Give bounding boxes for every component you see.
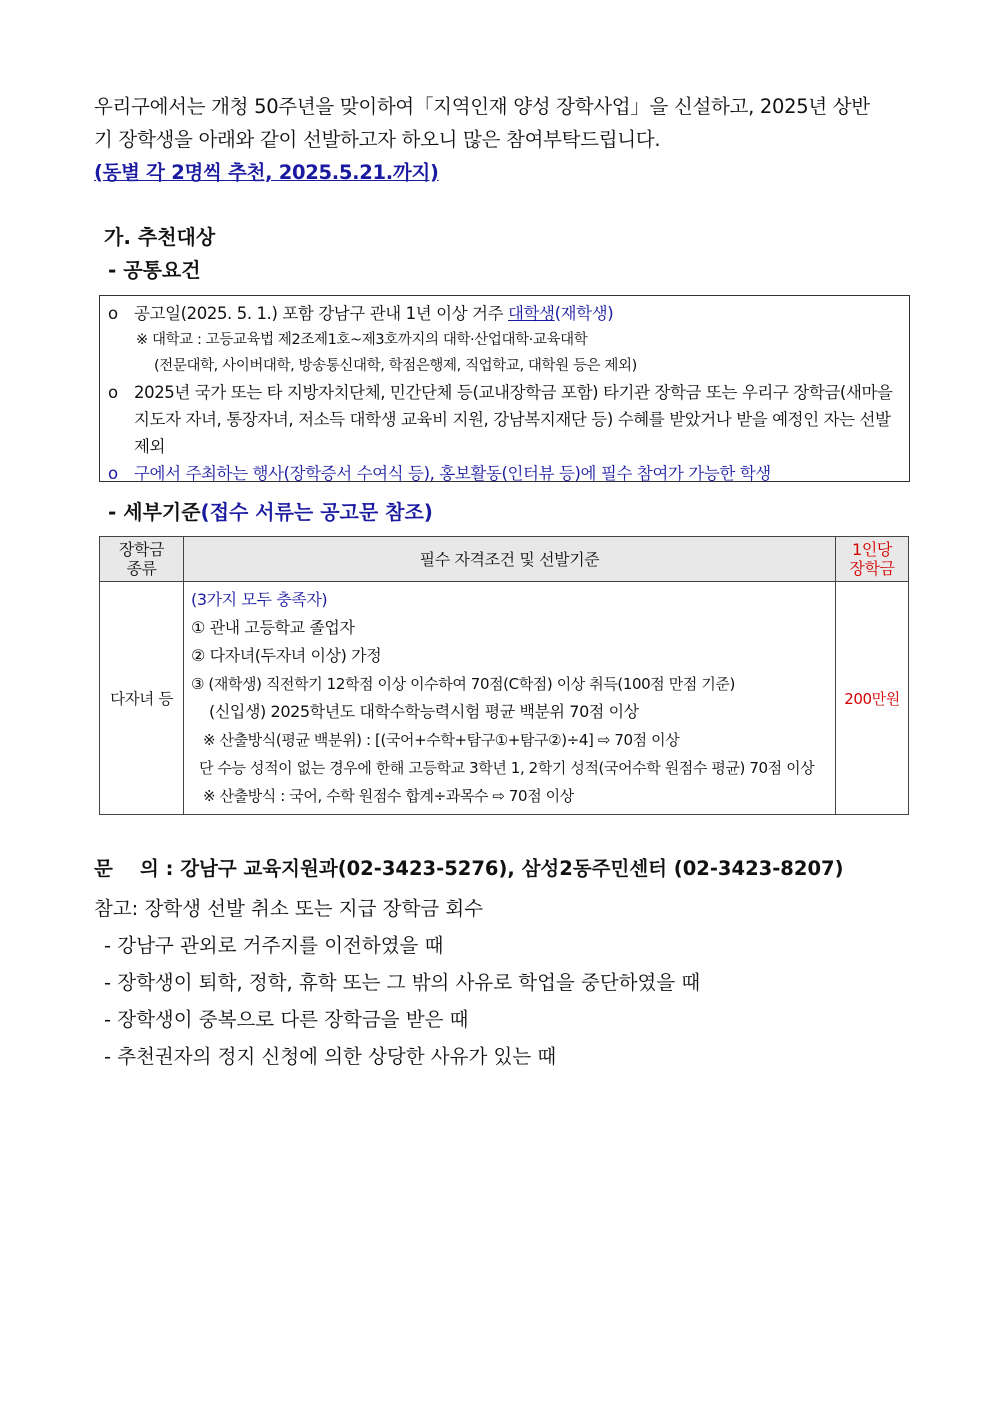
header-type-line-1: 장학금 <box>118 540 165 559</box>
table-row <box>100 582 909 815</box>
criteria-table <box>99 536 909 815</box>
cancellation-notes <box>94 890 700 1075</box>
requirements-cell <box>184 582 836 815</box>
list-item: - 강남구 관외로 거주지를 이전하였을 때 <box>104 934 444 957</box>
detailed-criteria-note: (접수 서류는 공고문 참조) <box>200 500 433 524</box>
list-item: - 추천권자의 정지 신청에 의한 상당한 사유가 있는 때 <box>104 1045 557 1068</box>
requirement-residency-text: 공고일(2025. 5. 1.) 포함 강남구 관내 1년 이상 거주 <box>134 304 508 323</box>
enrolled-student-label: (재학생) <box>554 304 614 323</box>
requirement-exclusion-text: 2025년 국가 또는 타 지방자치단체, 민간단체 등(교내장학금 포함) 타기관 장학금 또는 우리구 장학금(새마을지도자 자녀, 통장자녀, 저소득 대학생 교육비 지원, 강남복지재단 등) 수혜를 받았거나 받을 예정인 자는 선발 제외 <box>134 383 893 456</box>
scholarship-type-cell: 다자녀 등 <box>100 582 184 815</box>
requirement-exclusion <box>108 379 899 460</box>
deadline-notice: (동별 각 2명씩 추천, 2025.5.21.까지) <box>94 161 439 184</box>
bullet: o <box>108 464 118 483</box>
intro-paragraph <box>94 90 914 189</box>
bullet: o <box>108 383 118 402</box>
criteria-all-three: (3가지 모두 충족자) <box>191 590 328 609</box>
university-student-link[interactable]: 대학생 <box>507 304 555 323</box>
university-definition-note: ※ 대학교 : 고등교육법 제2조제1호~제3호까지의 대학·산업대학·교육대학 <box>136 332 588 348</box>
requirement-participation <box>108 460 899 487</box>
common-requirements-box <box>99 295 910 482</box>
notes-title: 참고: 장학생 선발 취소 또는 지급 장학금 회수 <box>94 897 484 920</box>
header-amount-line-2: 장학금 <box>849 559 895 578</box>
bullet: o <box>108 304 118 323</box>
criteria-multi-child: ② 다자녀(두자녀 이상) 가정 <box>191 646 382 665</box>
requirement-residency <box>108 300 899 327</box>
list-item: - 장학생이 퇴학, 정학, 휴학 또는 그 밖의 사유로 학업을 중단하였을 때 <box>104 971 701 994</box>
header-scholarship-type <box>100 537 184 582</box>
criteria-table-header <box>100 537 909 582</box>
calc-method-percentile: ※ 산출방식(평균 백분위) : [(국어+수학+탐구①+탐구②)÷4] ⇨ 70점 이상 <box>203 731 680 749</box>
criteria-grades-freshman: (신입생) 2025학년도 대학수학능력시험 평균 백분위 70점 이상 <box>209 702 639 721</box>
list-item: - 장학생이 중복으로 다른 장학금을 받은 때 <box>104 1008 469 1031</box>
amount-cell: 200만원 <box>836 582 909 815</box>
header-type-line-2: 종류 <box>126 559 157 578</box>
header-amount-line-1: 1인당 <box>852 540 892 559</box>
calc-method-raw-score: ※ 산출방식 : 국어, 수학 원점수 합계÷과목수 ⇨ 70점 이상 <box>203 787 574 805</box>
detailed-criteria-heading <box>108 497 433 527</box>
contact-info: 문 의 : 강남구 교육지원과(02-3423-5276), 삼성2동주민센터 (02-3423-8207) <box>94 857 844 880</box>
header-amount <box>836 537 909 582</box>
criteria-grades-enrolled: ③ (재학생) 직전학기 12학점 이상 이수하여 70점(C학점) 이상 취득(100점 만점 기준) <box>191 675 735 693</box>
header-requirements: 필수 자격조건 및 선발기준 <box>184 537 836 582</box>
intro-line-2: 기 장학생을 아래와 같이 선발하고자 하오니 많은 참여부탁드립니다. <box>94 128 661 151</box>
intro-line-1: 우리구에서는 개청 50주년을 맞이하여「지역인재 양성 장학사업」을 신설하고, 2025년 상반 <box>94 95 870 118</box>
calc-exception-note: 단 수능 성적이 없는 경우에 한해 고등학교 3학년 1, 2학기 성적(국어수학 원점수 평균) 70점 이상 <box>199 759 815 777</box>
common-requirements-heading: - 공통요건 <box>108 258 201 282</box>
requirement-participation-text: 구에서 주최하는 행사(장학증서 수여식 등), 홍보활동(인터뷰 등)에 필수 참여가 가능한 학생 <box>134 464 771 483</box>
university-exclusion-note: (전문대학, 사이버대학, 방송통신대학, 학점은행제, 직업학교, 대학원 등은 제외) <box>154 358 637 374</box>
section-heading-target: 가. 추천대상 <box>104 225 216 249</box>
criteria-local-highschool: ① 관내 고등학교 졸업자 <box>191 618 355 637</box>
detailed-criteria-title: - 세부기준 <box>108 500 201 524</box>
